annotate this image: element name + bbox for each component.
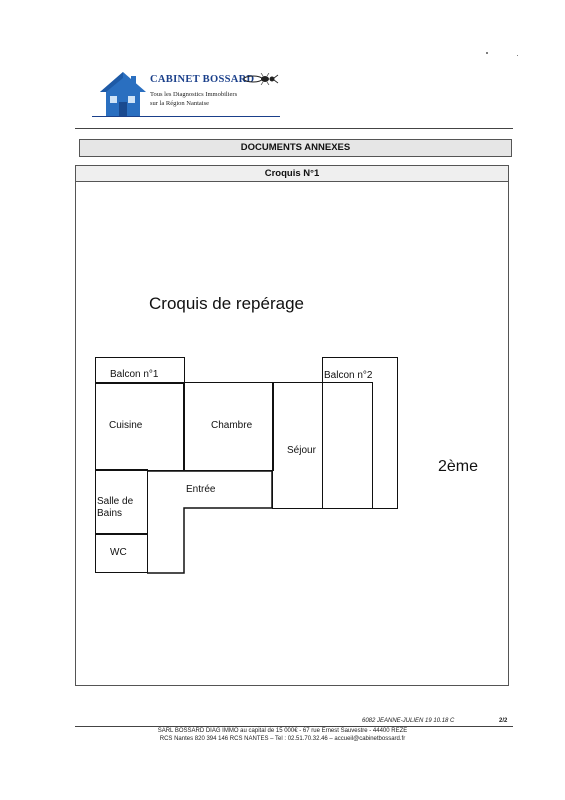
- footer-company-info: SARL BOSSARD DIAG IMMO au capital de 15 000€ - 67 rue Ernest Sauvestre - 44400 REZE: [157, 728, 408, 734]
- sketch-heading: Croquis de repérage: [149, 294, 304, 313]
- brand-name: CABINET BOSSARD: [150, 74, 255, 85]
- label-wc: WC: [110, 547, 127, 558]
- brand-tagline-line1: Tous les Diagnostics Immobiliers: [150, 91, 238, 98]
- page-number: 2/2: [499, 718, 508, 724]
- label-entree: Entrée: [186, 484, 216, 495]
- floor-label: 2ème: [438, 458, 479, 475]
- label-salle-de-bains-2: Bains: [97, 508, 123, 519]
- label-balcon-2: Balcon n°2: [324, 370, 373, 381]
- footer-divider: [75, 726, 513, 727]
- croquis-title: Croquis N°1: [75, 165, 509, 182]
- document-reference: 6082 JEANNE-JULIEN 19 10.18 C: [362, 718, 455, 724]
- label-salle-de-bains-1: Salle de: [97, 496, 134, 507]
- documents-annexes-title: DOCUMENTS ANNEXES: [79, 139, 512, 157]
- label-chambre: Chambre: [211, 420, 253, 431]
- label-cuisine: Cuisine: [109, 420, 143, 431]
- label-balcon-1: Balcon n°1: [110, 369, 159, 380]
- brand-tagline-line2: sur la Région Nantaise: [150, 100, 210, 107]
- label-sejour: Séjour: [287, 445, 316, 456]
- footer-contact-info: RCS Nantes 820 394 146 RCS NANTES – Tel : 02.51.70.32.46 – accueil@cabinetbossard.fr: [159, 736, 406, 742]
